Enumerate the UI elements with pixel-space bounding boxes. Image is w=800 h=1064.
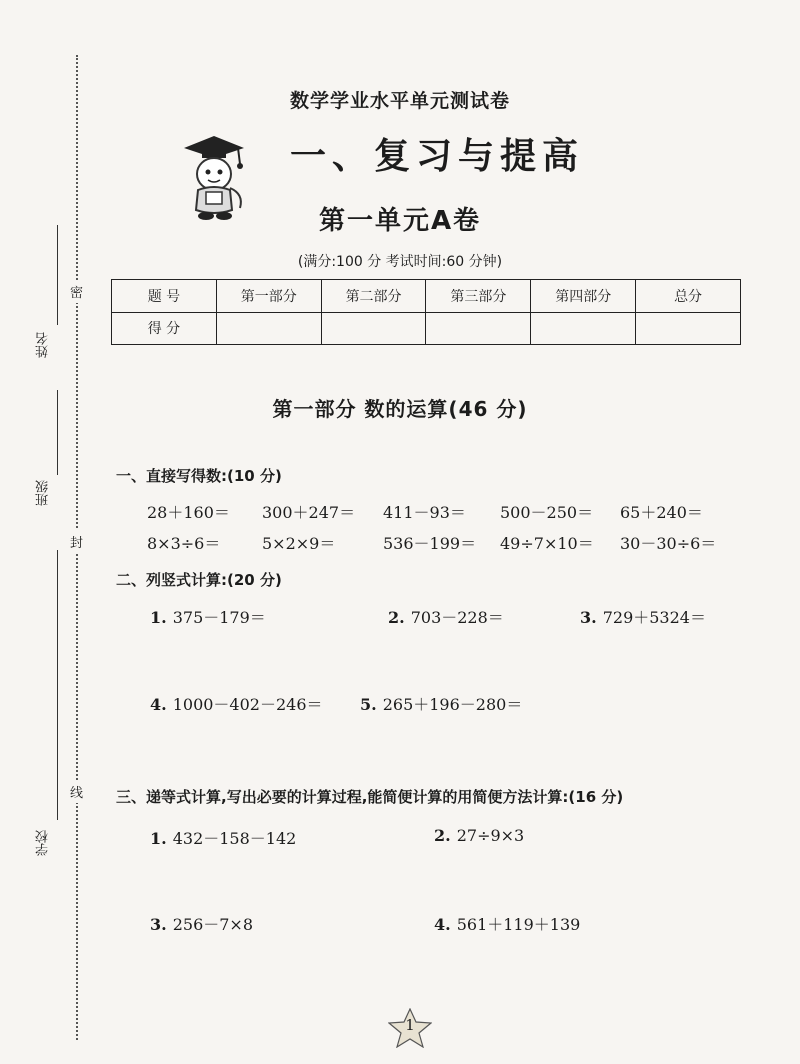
exam-meta: (满分:100 分 考试时间:60 分钟) xyxy=(297,254,503,270)
part1-title: 第一部分 数的运算(46 分) xyxy=(272,397,528,421)
step-calc-item xyxy=(434,826,524,845)
seal-char-xian: 线 xyxy=(70,780,83,803)
series-title: 数学学业水平单元测试卷 xyxy=(289,90,510,112)
question-number: 4. xyxy=(150,695,167,714)
section1-heading: 一、直接写得数:(10 分) xyxy=(116,467,282,485)
score-input-cell[interactable] xyxy=(636,312,741,345)
question-number: 1. xyxy=(150,608,167,627)
question-expression: 375－179＝ xyxy=(172,608,266,627)
score-table xyxy=(111,279,741,345)
oral-calc-item: 500－250＝ xyxy=(500,503,594,522)
question-expression: 256－7×8 xyxy=(172,915,254,934)
oral-calc-item: 28＋160＝ xyxy=(147,503,230,522)
seal-char-feng: 封 xyxy=(70,530,83,553)
question-number: 2. xyxy=(434,826,451,845)
step-calc-item xyxy=(434,912,580,935)
name-field-blank[interactable] xyxy=(57,225,58,325)
score-table-cell: 第一部分 xyxy=(216,280,321,313)
question-expression: 729＋5324＝ xyxy=(602,608,706,627)
question-number: 2. xyxy=(388,608,405,627)
oral-calc-item: 8×3÷6＝ xyxy=(147,534,221,553)
score-input-cell[interactable] xyxy=(216,312,321,345)
step-calc-item xyxy=(150,912,253,935)
question-expression: 265＋196－280＝ xyxy=(382,695,523,714)
question-expression: 27÷9×3 xyxy=(456,826,525,845)
oral-calc-item: 30－30÷6＝ xyxy=(620,534,717,553)
question-expression: 432－158－142 xyxy=(172,829,297,848)
score-input-cell[interactable] xyxy=(426,312,531,345)
question-expression: 1000－402－246＝ xyxy=(172,695,323,714)
vertical-calc-item xyxy=(580,605,706,628)
vertical-calc-item xyxy=(150,605,266,628)
school-field-label: 学校 xyxy=(36,830,51,856)
main-title: 一、复习与提高 xyxy=(290,135,585,177)
question-expression: 561＋119＋139 xyxy=(456,915,581,934)
school-field-blank[interactable] xyxy=(57,550,58,820)
question-number: 3. xyxy=(150,915,167,934)
score-table-cell: 题 号 xyxy=(112,280,217,313)
oral-calc-item: 536－199＝ xyxy=(383,534,477,553)
section3-heading: 三、递等式计算,写出必要的计算过程,能简便计算的用简便方法计算:(16 分) xyxy=(116,788,624,806)
oral-calc-item: 5×2×9＝ xyxy=(262,534,336,553)
class-field-label: 班级 xyxy=(36,480,51,506)
question-expression: 703－228＝ xyxy=(410,608,504,627)
step-calc-item xyxy=(150,826,296,849)
question-number: 5. xyxy=(360,695,377,714)
unit-title: 第一单元A卷 xyxy=(318,206,482,236)
score-table-score-row xyxy=(112,312,741,345)
score-table-header-row xyxy=(112,280,741,313)
vertical-calc-item xyxy=(360,692,522,715)
oral-calc-item: 411－93＝ xyxy=(383,503,466,522)
vertical-calc-item xyxy=(388,605,504,628)
score-table-cell: 第二部分 xyxy=(321,280,426,313)
score-table-cell: 总分 xyxy=(636,280,741,313)
oral-calc-item: 49÷7×10＝ xyxy=(500,534,594,553)
score-table-cell: 第四部分 xyxy=(531,280,636,313)
question-number: 1. xyxy=(150,829,167,848)
score-input-cell[interactable] xyxy=(531,312,636,345)
page-number: 1 xyxy=(405,1016,415,1034)
vertical-calc-item xyxy=(150,692,323,715)
score-table-cell: 第三部分 xyxy=(426,280,531,313)
score-table-cell: 得 分 xyxy=(112,312,217,345)
section2-heading: 二、列竖式计算:(20 分) xyxy=(116,571,282,589)
question-number: 4. xyxy=(434,915,451,934)
question-number: 3. xyxy=(580,608,597,627)
oral-calc-item: 65＋240＝ xyxy=(620,503,703,522)
seal-char-mi: 密 xyxy=(70,280,83,303)
name-field-label: 姓名 xyxy=(36,332,51,358)
score-input-cell[interactable] xyxy=(321,312,426,345)
oral-calc-item: 300＋247＝ xyxy=(262,503,356,522)
